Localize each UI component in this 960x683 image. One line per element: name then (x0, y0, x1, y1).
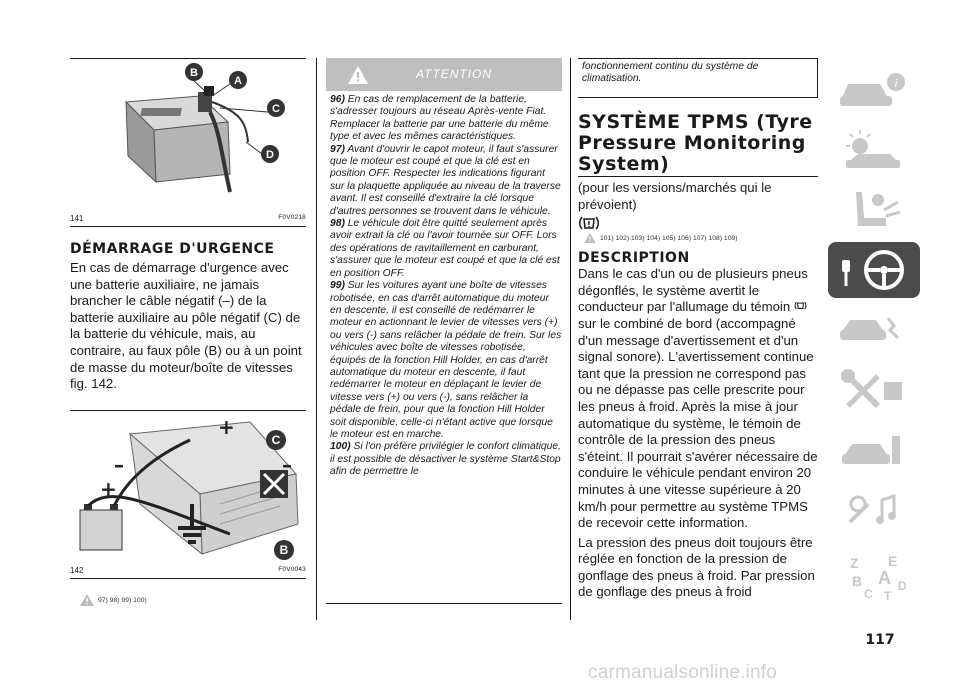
figure-142-code: F0V0043 (278, 566, 306, 573)
attention-continued-text: fonctionnement continu du système de climatisation. (582, 61, 759, 85)
attention-header (326, 58, 562, 91)
key-steering-wheel-icon (828, 242, 920, 298)
figure-141-number: 141 (70, 214, 84, 223)
fig142-label-b: B (279, 543, 289, 557)
fig141-label-b: B (190, 67, 198, 79)
fig142-label-c: C (271, 433, 281, 447)
warning-triangle-icon (80, 594, 94, 606)
figure-141-code: F0V0218 (278, 214, 306, 221)
col1-top-rule (70, 58, 306, 59)
warning-triangle-icon (584, 233, 596, 243)
tab-starting-driving[interactable] (828, 242, 920, 298)
tab-index[interactable] (828, 546, 920, 602)
column-divider-2 (570, 58, 571, 620)
multimedia-icon (828, 482, 920, 538)
figure-141 (70, 62, 306, 210)
attention-continued-box (578, 58, 818, 98)
fig142-minus-right: – (282, 453, 292, 477)
col1-references (80, 594, 147, 606)
attention-body (326, 94, 562, 604)
tab-car-info[interactable] (828, 62, 920, 118)
attention-item-98: 98) Le véhicule doit être quitté seulement après avoir extrait la clé ou l'avoir tournée sur OFF. Lors des opérations de ravitaillement en carburant, s'assurer que le moteur est coupé et que la clé est en position OFF. (330, 218, 560, 279)
svg-text:D: D (898, 579, 907, 593)
tab-emergency[interactable] (828, 302, 920, 358)
tab-seat-airbag[interactable] (828, 182, 920, 238)
attention-item-100: 100) Si l'on préfère privilégier le confort climatique, il est possible de désactiver le système Start&Stop afin de permettre le (330, 441, 561, 478)
emergency-start-section (70, 242, 306, 393)
tpms-title-rule (578, 176, 818, 177)
column-divider-1 (316, 58, 317, 620)
attention-item-99: 99) Sur les voitures ayant une boîte de vitesses robotisée, en cas d'arrêt automatique du moteur en descente, il est conseillé de redémarrer le moteur en actionnant le levier de vitesses vers (+) ou vers (-) sans relâcher la pédale de frein. Sur les véhicules avec boîte de vitesses robotisée, équipés de la fonction Hill Holder, en cas d'arrêt automatique du moteur en descente, il faut redémarrer le moteur en déplaçant le levier de vitesse vers (+) ou vers (-), sans relâcher la pédale de frein, pour que la fonction Hill Holder soit disponible, celle-ci n'étant active que lorsque le moteur est en marche. (330, 280, 562, 440)
alphabetical-index-icon (828, 546, 920, 602)
car-spec-icon (828, 422, 920, 478)
tpms-warning-icon-row (578, 215, 818, 231)
tab-maintenance[interactable] (828, 362, 920, 418)
fig142-bottom-rule (70, 578, 306, 579)
tpms-references (584, 233, 818, 243)
fig141-label-a: A (234, 75, 242, 87)
figure-141-caption (70, 214, 306, 223)
fig142-plus-top: + (218, 415, 235, 439)
description-body: Dans le cas d'un ou de plusieurs pneus dégonflés, le système avertit le conducteur par l'allumage du témoin sur le combiné de bord (accompagné d'un message d'avertissement et d'un signal sonore). L'avertissement continue tant que la pression ne correspond pas ou ne dépasse pas celle prescrite pour les pneus à froid. Après la mise à jour automatique du système, le témoin de contrôle de la pression des pneus s'éteint. Il pourrait s'avérer nécessaire de conduire le véhicule pendant environ 20 minutes à une vitesse supérieure à 20 km/h pour permettre au système TPMS de recevoir cette information. (578, 266, 818, 531)
fig141-label-c: C (272, 103, 280, 115)
tpms-warning-icon (578, 215, 600, 231)
svg-text:T: T (884, 589, 892, 602)
attention-title: ATTENTION (415, 67, 493, 81)
attention-item-96: 96) En cas de remplacement de la batterie, s'adresser toujours au réseau Après-vente Fiat. Remplacer la batterie par une batterie du même type et avec les mêmes caractéristiques. (330, 94, 549, 143)
svg-text:Z: Z (850, 555, 859, 571)
fig141-label-d: D (266, 149, 274, 161)
car-crash-icon (828, 302, 920, 358)
figure-142-caption (70, 566, 306, 575)
dashboard-lights-icon (828, 122, 920, 178)
wrench-tools-icon (828, 362, 920, 418)
svg-text:i: i (894, 75, 898, 90)
figure-142 (70, 414, 306, 562)
seat-airbag-icon (828, 182, 920, 238)
tab-dashboard-lights[interactable] (828, 122, 920, 178)
section1-bottom-rule (70, 410, 306, 411)
svg-text:A: A (878, 568, 891, 588)
figure-142-number: 142 (70, 566, 84, 575)
svg-text:B: B (852, 573, 863, 589)
footer-watermark: carmanualsonline.info (588, 662, 778, 683)
col1-reference-list: 97) 98) 99) 100) (98, 596, 147, 604)
fig142-plus-left: + (100, 477, 117, 501)
fig141-bottom-rule (70, 226, 306, 227)
svg-text:E: E (888, 553, 898, 569)
description-body-2: La pression des pneus doit toujours être réglée en fonction de la pression de gonflage des pneus à froid. Par pression de gonflage des pneus à froid (578, 534, 815, 600)
emergency-start-heading: DÉMARRAGE D'URGENCE (70, 241, 275, 257)
tpms-warning-icon (794, 300, 807, 311)
page-number: 117 (865, 632, 895, 648)
emergency-start-body: En cas de démarrage d'urgence avec une batterie auxiliaire, ne jamais brancher le câble négatif (–) de la batterie auxiliaire au pôle négatif (C) de la batterie du véhicule, mais, au contraire, au faux pôle (B) ou à un point de masse du moteur/boîte de vitesses fig. 142. (70, 260, 302, 392)
tpms-section (578, 180, 818, 601)
tpms-reference-list: 101) 102) 103) 104) 105) 106) 107) 108) 109) (600, 234, 738, 242)
svg-text:C: C (864, 587, 873, 601)
tpms-intro: (pour les versions/marchés qui le prévoient) (578, 180, 772, 212)
fig142-minus-left: – (114, 453, 124, 477)
tpms-title: SYSTÈME TPMS (Tyre Pressure Monitoring System) (578, 111, 813, 175)
tab-multimedia[interactable] (828, 482, 920, 538)
tab-technical-data[interactable] (828, 422, 920, 478)
description-heading: DESCRIPTION (578, 250, 690, 267)
car-info-icon (828, 62, 920, 118)
attention-item-97: 97) Avant d'ouvrir le capot moteur, il faut s'assurer que le moteur est coupé et que la clé est en position OFF. Respecter les indications figurant sur la plaquette appliquée au niveau de la traverse avant. Il est conseillé d'extraire la clé lorsque d'autres personnes se trouvent dans le véhicule. (330, 143, 561, 217)
